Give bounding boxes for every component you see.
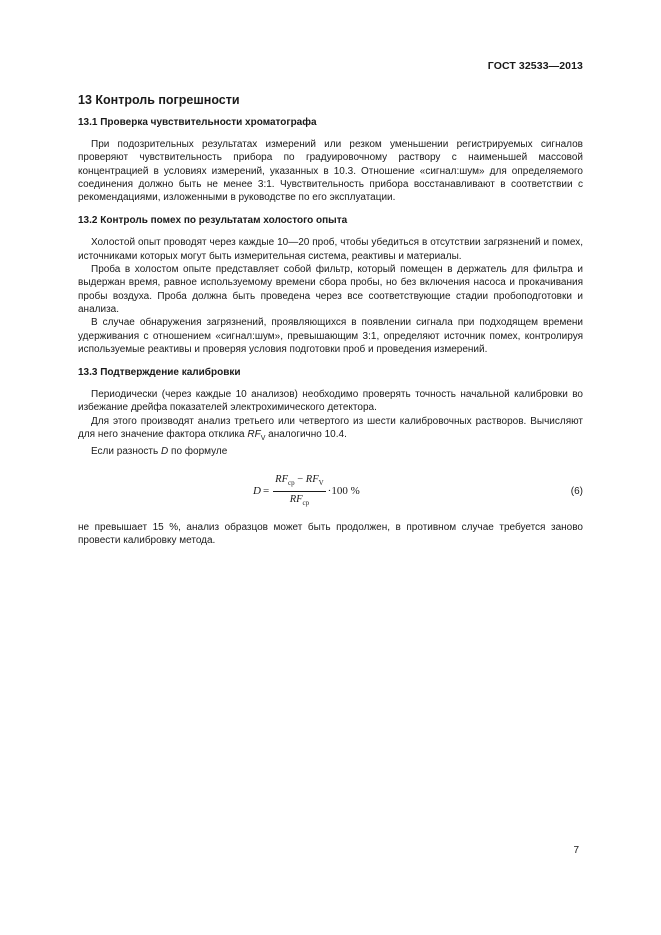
section-title: 13 Контроль погрешности [78, 93, 240, 107]
document-body [78, 92, 583, 547]
formula-subscript: ср [288, 478, 295, 487]
formula-numerator [273, 473, 326, 490]
subsection-13-2 [78, 214, 583, 356]
variable-subscript: V [260, 435, 266, 443]
formula-lhs: D [253, 484, 261, 497]
formula-fraction [273, 473, 326, 511]
paragraph: В случае обнаружения загрязнений, проявляющихся в появлении сигнала при подходящем времени удерживания с отношением «сигнал:шум», превышающим 3:1, определяют источник помех, контролируя используемые реактивы и проверяя условия подготовки проб и проведения измерений. [78, 317, 583, 355]
paragraph: не превышает 15 %, анализ образцов может быть продолжен, в противном случае требуется заново провести калибровку метода. [78, 521, 583, 546]
text-run: Для этого производят анализ третьего или четвертого из шести калибровочных растворов. Вычисляют для него значение фактора отклика [78, 415, 583, 441]
paragraph [78, 415, 583, 446]
formula-number: (6) [570, 485, 583, 497]
formula-multiplier: ·100 % [327, 484, 360, 497]
formula-6 [78, 469, 583, 509]
variable-d: D [161, 446, 169, 458]
formula-term: RF [305, 473, 319, 485]
text-run: аналогично 10.4. [265, 429, 347, 441]
document-code-header: ГОСТ 32533—2013 [487, 60, 583, 72]
paragraph: Периодически (через каждые 10 анализов) необходимо проверять точность начальной калибровки во избежание дрейфа показателей электрохимического детектора. [78, 389, 583, 414]
text-run: по формуле [168, 446, 228, 458]
formula-subscript: V [318, 478, 324, 487]
subsection-13-1 [78, 116, 583, 204]
paragraph: Холостой опыт проводят через каждые 10—20 проб, чтобы убедиться в отсутствии загрязнений и помех, источниками которых могут быть измерительная система, реактивы и материалы. [78, 237, 583, 262]
fraction-bar [273, 491, 326, 492]
formula-subscript: ср [302, 498, 310, 507]
paragraph: Проба в холостом опыте представляет собой фильтр, который помещен в держатель для фильтра и выдержан время, равное используемому времени сбора пробы, но без включения насоса и прокачивания пробы воздуха. Проба должна быть проведена через все соответствующие стадии пробоподготовки и анализа. [78, 264, 583, 315]
subsection-title-13-3: 13.3 Подтверждение калибровки [78, 367, 241, 379]
page-number: 7 [573, 845, 579, 856]
formula-minus: − [297, 473, 304, 485]
paragraph: При подозрительных результатах измерений или резком уменьшении регистрируемых сигналов проверяют чувствительность прибора по градуировочному раствору с наименьшей массовой концентрацией в условиях измерений, указанных в 10.3. Отношение «сигнал:шум» для определяемого соединения должно быть не менее 3:1. Чувствительность прибора восстанавливают в соответствии с рекомендациями, изложенными в руководстве по его эксплуатации. [78, 139, 583, 204]
text-run: Если разность [91, 446, 162, 458]
paragraph [78, 445, 583, 458]
subsection-title-13-1: 13.1 Проверка чувствительности хроматографа [78, 117, 317, 128]
variable-rf: RF [247, 429, 261, 441]
subsection-13-3 [78, 366, 583, 547]
formula-expression [253, 473, 360, 511]
formula-equals: = [262, 484, 270, 497]
formula-denominator [288, 493, 311, 510]
subsection-title-13-2: 13.2 Контроль помех по результатам холостого опыта [78, 215, 348, 227]
formula-term: RF [289, 493, 303, 505]
formula-term: RF [275, 473, 288, 485]
